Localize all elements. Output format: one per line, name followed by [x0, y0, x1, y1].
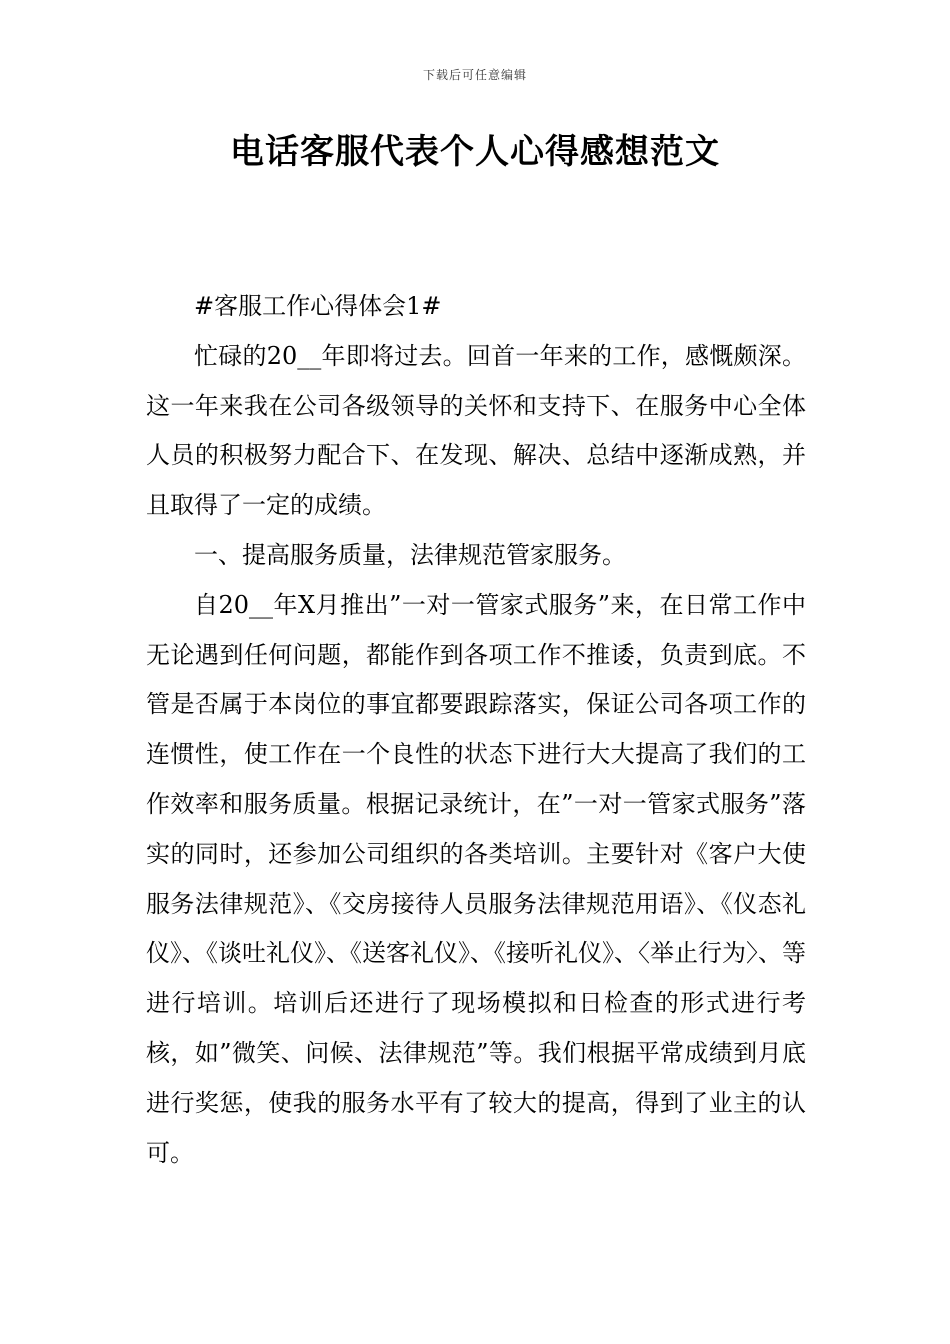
header-note: 下载后可任意编辑 [422, 68, 527, 82]
document-body [146, 282, 806, 1178]
subsection-heading: 一、提高服务质量，法律规范管家服务。 [194, 540, 626, 569]
paragraph: 自20__年X月推出”一对一管家式服务”来，在日常工作中无论遇到任何问题，都能作到各项工作不推诿，负责到底。不管是否属于本岗位的事宜都要跟踪落实，保证公司各项工作的连惯性，使工作在一个良性的状态下进行大大提高了我们的工作效率和服务质量。根据记录统计，在”一对一管家式服务”落实的同时，还参加公司组织的各类培训。主要针对《客户大使服务法律规范》、《交房接待人员服务法律规范用语》、《仪态礼仪》、《谈吐礼仪》、《送客礼仪》、《接听礼仪》、〈举止行为〉、等进行培训。培训后还进行了现场模拟和日检查的形式进行考核，如”微笑、问候、法律规范”等。我们根据平常成绩到月底进行奖惩，使我的服务水平有了较大的提高，得到了业主的认可。 [146, 590, 806, 1167]
paragraph: 忙碌的20__年即将过去。回首一年来的工作，感慨颇深。这一年来我在公司各级领导的关怀和支持下、在服务中心全体人员的积极努力配合下、在发现、解决、总结中逐渐成熟，并且取得了一定的成绩。 [146, 341, 806, 520]
document-title: 电话客服代表个人心得感想范文 [230, 132, 720, 172]
section-heading: #客服工作心得体会1# [194, 292, 442, 320]
